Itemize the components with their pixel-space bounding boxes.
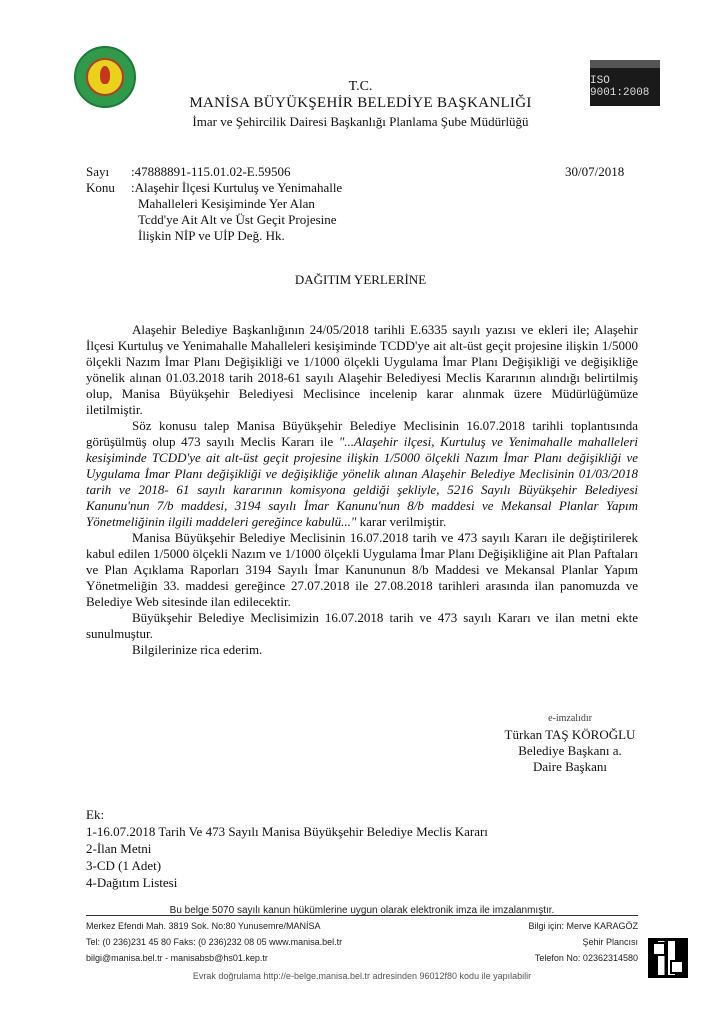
signer-name: Türkan TAŞ KÖROĞLU xyxy=(504,727,636,742)
council-decision-quote: "...Alaşehir ilçesi, Kurtuluş ve Yenimahalle mahalleleri kesişiminde TCDD'ye ait alt-üst geçit projesine ilişkin 1/5000 ölçekli Nazım İmar Planı değişikliği ve Uygulama İmar Planı değişikliği ve değişikliğe yönelik alınan Alaşehir Belediye Meclisinin 01/03/2018 tarih ve 2018- 61 sayılı kararının komisyona geldiği şekliyle, 5216 Sayılı Büyükşehir Belediyesi Kanunu'nun 7/b maddesi, 3194 sayılı İmar Kanunu'nun 8/b maddesi ve Mekansal Planlar Yapım Yönetmeliğinin ilgili maddeleri gereğince kabulü..." xyxy=(86,434,638,529)
enclosures-label: Ek: xyxy=(86,807,105,822)
header-department: İmar ve Şehircilik Dairesi Başkanlığı Planlama Şube Müdürlüğü xyxy=(192,114,529,129)
footer-contact-title: Şehir Plancısı xyxy=(582,937,638,947)
footer-phone: Tel: (0 236)231 45 80 Faks: (0 236)232 08 05 www.manisa.bel.tr xyxy=(86,937,343,947)
footer-divider xyxy=(86,915,638,916)
footer-contact-name: Bilgi için: Merve KARAGÖZ xyxy=(528,921,638,931)
letter-body xyxy=(86,322,638,658)
paragraph-1: Alaşehir Belediye Başkanlığının 24/05/2018 tarihli E.6335 sayılı yazısı ve ekleri ile; Alaşehir İlçesi Kurtuluş ve Yenimahalle Mahalleleri kesişiminde TCDD'ye ait alt-üst geçit projesine ilişkin 1/5000 ölçekli Nazım İmar Planı Değişikliği ve 1/1000 ölçekli Uygulama İmar Planı Değişikliği ve değişikliğe yönelik alınan 01.03.2018 tarih 2018-61 sayılı Alaşehir Belediyesi Meclis Kararının alındığı belirtilmiş olup, Manisa Büyükşehir Belediyesi Meclisince incelenip karar alınmak üzere Müdürlüğümüze iletilmiştir. xyxy=(86,322,638,417)
footer-address: Merkez Efendi Mah. 3819 Sok. No:80 Yunusemre/MANİSA xyxy=(86,921,321,931)
signer-title-2: Daire Başkanı xyxy=(532,759,607,774)
enclosure-item: 2-İlan Metni xyxy=(86,841,152,856)
paragraph-4: Büyükşehir Belediye Meclisimizin 16.07.2018 tarih ve 473 sayılı Kararı ve ilan metni ekte sunulmuştur. xyxy=(86,610,638,641)
paragraph-2-intro: Söz konusu talep Manisa Büyükşehir Belediye Meclisinin 16.07.2018 tarihli toplantısında görüşülmüş olup 473 sayılı Meclis Kararı ile xyxy=(86,418,638,449)
e-signature-note: e-imzalıdır xyxy=(548,713,592,724)
footer-email: bilgi@manisa.bel.tr - manisabsb@hs01.kep.tr xyxy=(86,953,268,963)
paragraph-5: Bilgilerinize rica ederim. xyxy=(132,642,263,657)
konu-line: Tcdd'ye Ait Alt ve Üst Geçit Projesine xyxy=(138,212,337,227)
header-institution: MANİSA BÜYÜKŞEHİR BELEDİYE BAŞKANLIĞI xyxy=(189,95,532,111)
e-signature-notice: Bu belge 5070 sayılı kanun hükümlerine uygun olarak elektronik imza ile imzalanmıştır. xyxy=(169,905,555,916)
signature-block xyxy=(500,711,640,775)
signer-title-1: Belediye Başkanı a. xyxy=(518,743,622,758)
document-date: 30/07/2018 xyxy=(565,164,625,179)
paragraph-2-end: karar verilmiştir. xyxy=(356,514,447,529)
recipient-heading: DAĞITIM YERLERİNE xyxy=(294,272,427,287)
konu-line: Mahalleleri Kesişiminde Yer Alan xyxy=(138,196,315,211)
konu-line: :Alaşehir İlçesi Kurtuluş ve Yenimahalle xyxy=(131,180,343,195)
verification-note: Evrak doğrulama http://e-belge.manisa.bel.tr adresinden 96012f80 kodu ile yapılabilir xyxy=(192,971,532,981)
enclosure-item: 3-CD (1 Adet) xyxy=(86,858,162,873)
konu-label: Konu xyxy=(86,180,115,195)
konu-line: İlişkin NİP ve UİP Değ. Hk. xyxy=(138,228,285,243)
enclosure-item: 4-Dağıtım Listesi xyxy=(86,875,178,890)
header-tc: T.C. xyxy=(348,79,373,94)
paragraph-3: Manisa Büyükşehir Belediye Meclisinin 16.07.2018 tarih ve 473 sayılı Kararı ile değiştirilerek kabul edilen 1/5000 ölçekli Nazım ve 1/1000 ölçekli Uygulama İmar Planı Değişikliğine ait Plan Paftaları ve Plan Açıklama Raporları 3194 Sayılı İmar Kanununun 8/b Maddesi ve Mekansal Planlar Yapım Yönetmeliğin 33. maddesi gereğince 27.07.2018 ile 27.08.2018 tarihleri arasında ilan panomuzda ve Belediye Web sitesinde ilan edilecektir. xyxy=(86,530,638,609)
enclosure-item: 1-16.07.2018 Tarih Ve 473 Sayılı Manisa Büyükşehir Belediye Meclis Kararı xyxy=(86,824,488,839)
footer-contact-phone: Telefon No: 02362314580 xyxy=(534,953,638,963)
sayi-label: Sayı xyxy=(86,164,110,179)
enclosures xyxy=(86,806,488,891)
sayi-value: :47888891-115.01.02-E.59506 xyxy=(131,164,291,179)
qr-code-icon xyxy=(648,938,688,978)
iso-badge: ISO 9001:2008 xyxy=(590,60,660,106)
paragraph-2 xyxy=(86,418,638,530)
